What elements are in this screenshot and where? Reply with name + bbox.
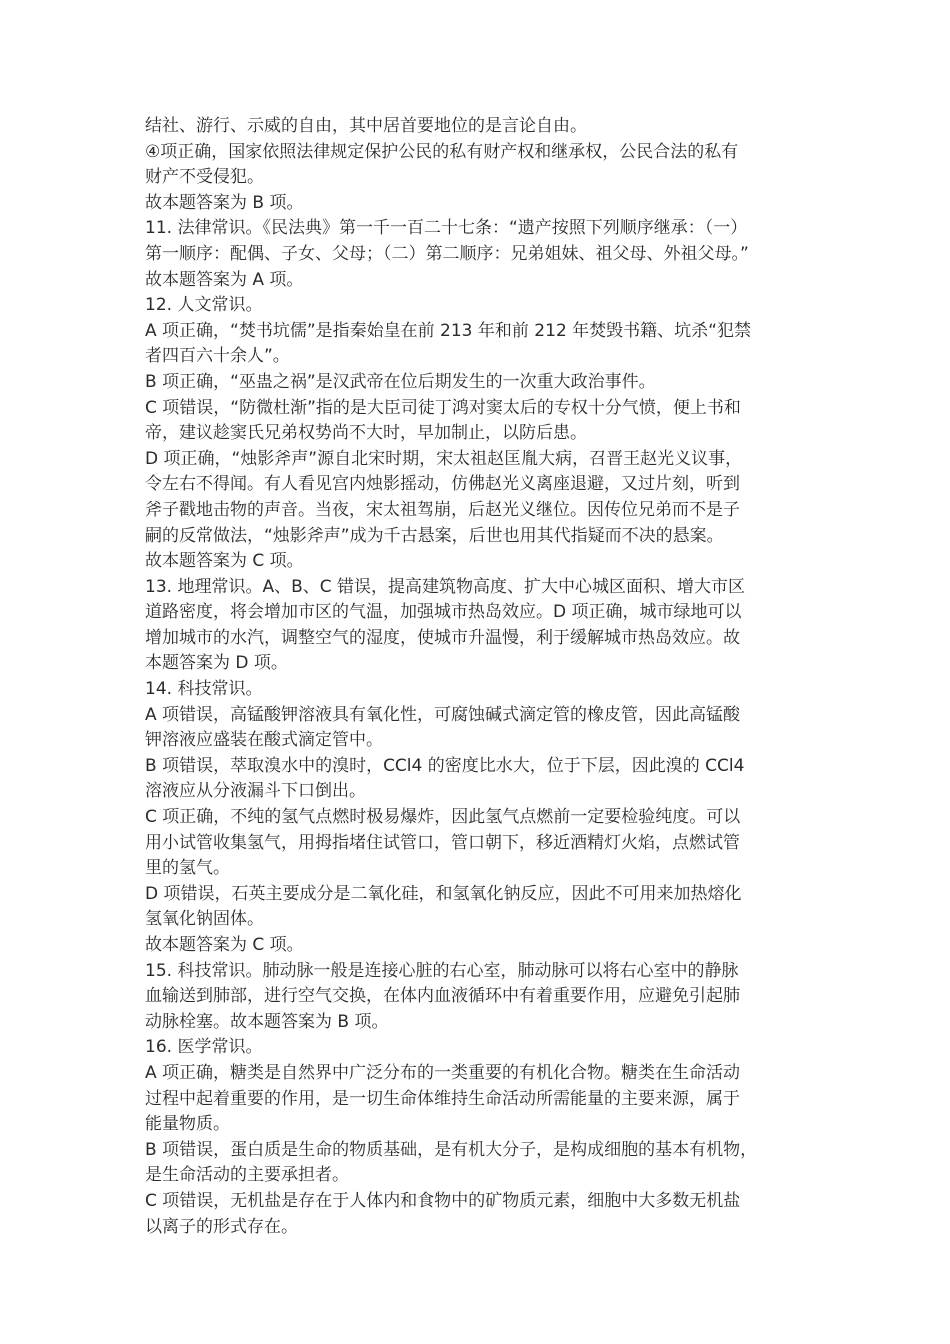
text-line: 能量物质。 bbox=[145, 1114, 230, 1135]
text-line: 故本题答案为 C 项。 bbox=[145, 551, 304, 572]
text-line: 钾溶液应盛装在酸式滴定管中。 bbox=[145, 730, 383, 751]
text-line: 嗣的反常做法，“烛影斧声”成为千古悬案，后世也用其代指疑而不决的悬案。 bbox=[145, 525, 724, 546]
text-line: 溶液应从分液漏斗下口倒出。 bbox=[145, 781, 366, 802]
text-line: 14. 科技常识。 bbox=[145, 679, 263, 700]
text-line: B 项正确，“巫蛊之祸”是汉武帝在位后期发生的一次重大政治事件。 bbox=[145, 371, 656, 392]
text-line: 16. 医学常识。 bbox=[145, 1037, 263, 1058]
text-line: C 项错误，无机盐是存在于人体内和食物中的矿物质元素，细胞中大多数无机盐 bbox=[145, 1190, 741, 1211]
text-line: 帝，建议趁窦氏兄弟权势尚不大时，早加制止，以防后患。 bbox=[145, 423, 587, 444]
text-line: 15. 科技常识。肺动脉一般是连接心脏的右心室，肺动脉可以将右心室中的静脉 bbox=[145, 960, 739, 981]
text-line: 增加城市的水汽，调整空气的湿度，使城市升温慢，利于缓解城市热岛效应。故 bbox=[145, 627, 740, 648]
text-line: A 项正确，“焚书坑儒”是指秦始皇在前 213 年和前 212 年焚毁书籍、坑杀“犯禁 bbox=[145, 320, 751, 341]
text-line: 11. 法律常识。《民法典》第一千一百二十七条：“遗产按照下列顺序继承：（一） bbox=[145, 218, 748, 239]
text-line: A 项错误，高锰酸钾溶液具有氧化性，可腐蚀碱式滴定管的橡皮管，因此高锰酸 bbox=[145, 704, 741, 725]
text-line: 者四百六十余人”。 bbox=[145, 346, 290, 367]
text-line: 故本题答案为 C 项。 bbox=[145, 935, 304, 955]
text-line: 第一顺序：配偶、子女、父母；（二）第二顺序：兄弟姐妹、祖父母、外祖父母。” bbox=[145, 243, 749, 264]
text-line: 故本题答案为 A 项。 bbox=[145, 269, 304, 290]
text-line: 道路密度，将会增加市区的气温，加强城市热岛效应。D 项正确，城市绿地可以 bbox=[145, 602, 742, 623]
text-line: 令左右不得闻。有人看见宫内烛影摇动，仿佛赵光义离座退避，又过片刻，听到 bbox=[145, 474, 740, 495]
text-line: 氢氧化钠固体。 bbox=[145, 909, 264, 930]
text-line: 里的氢气。 bbox=[145, 858, 230, 879]
text-line: 财产不受侵犯。 bbox=[145, 167, 264, 188]
text-line: 结社、游行、示威的自由，其中居首要地位的是言论自由。 bbox=[145, 116, 587, 136]
text-line: ④项正确，国家依照法律规定保护公民的私有财产权和继承权，公民合法的私有 bbox=[145, 141, 739, 162]
text-line: 13. 地理常识。A、B、C 错误，提高建筑物高度、扩大中心城区面积、增大市区 bbox=[145, 576, 746, 597]
text-line: D 项错误，石英主要成分是二氧化硅，和氢氧化钠反应，因此不可用来加热熔化 bbox=[145, 883, 742, 904]
text-line: 过程中起着重要的作用，是一切生命体维持生命活动所需能量的主要来源，属于 bbox=[145, 1088, 740, 1109]
text-line: 动脉栓塞。故本题答案为 B 项。 bbox=[145, 1011, 389, 1032]
text-line: 以离子的形式存在。 bbox=[145, 1216, 298, 1237]
text-line: C 项正确，不纯的氢气点燃时极易爆炸，因此氢气点燃前一定要检验纯度。可以 bbox=[145, 807, 741, 828]
text-line: B 项错误，蛋白质是生命的物质基础，是有机大分子，是构成细胞的基本有机物， bbox=[145, 1139, 758, 1160]
text-line: 是生命活动的主要承担者。 bbox=[145, 1165, 349, 1186]
text-line: 本题答案为 D 项。 bbox=[145, 653, 288, 674]
text-line: 斧子戳地击物的声音。当夜，宋太祖驾崩，后赵光义继位。因传位兄弟而不是子 bbox=[145, 499, 740, 520]
text-line: D 项正确，“烛影斧声”源自北宋时期，宋太祖赵匡胤大病，召晋王赵光义议事， bbox=[145, 448, 743, 469]
text-line: 血输送到肺部，进行空气交换，在体内血液循环中有着重要作用，应避免引起肺 bbox=[145, 986, 740, 1007]
text-line: C 项错误，“防微杜渐”指的是大臣司徒丁鸿对窦太后的专权十分气愤，便上书和 bbox=[145, 397, 741, 418]
text-line: B 项错误，萃取溴水中的溴时，CCl4 的密度比水大，位于下层，因此溴的 CCl4 bbox=[145, 755, 745, 776]
text-line: 12. 人文常识。 bbox=[145, 295, 263, 316]
text-line: 用小试管收集氢气，用拇指堵住试管口，管口朝下，移近酒精灯火焰，点燃试管 bbox=[145, 832, 740, 853]
text-line: 故本题答案为 B 项。 bbox=[145, 192, 304, 213]
document-body bbox=[145, 114, 810, 1240]
text-line: A 项正确，糖类是自然界中广泛分布的一类重要的有机化合物。糖类在生命活动 bbox=[145, 1062, 741, 1083]
